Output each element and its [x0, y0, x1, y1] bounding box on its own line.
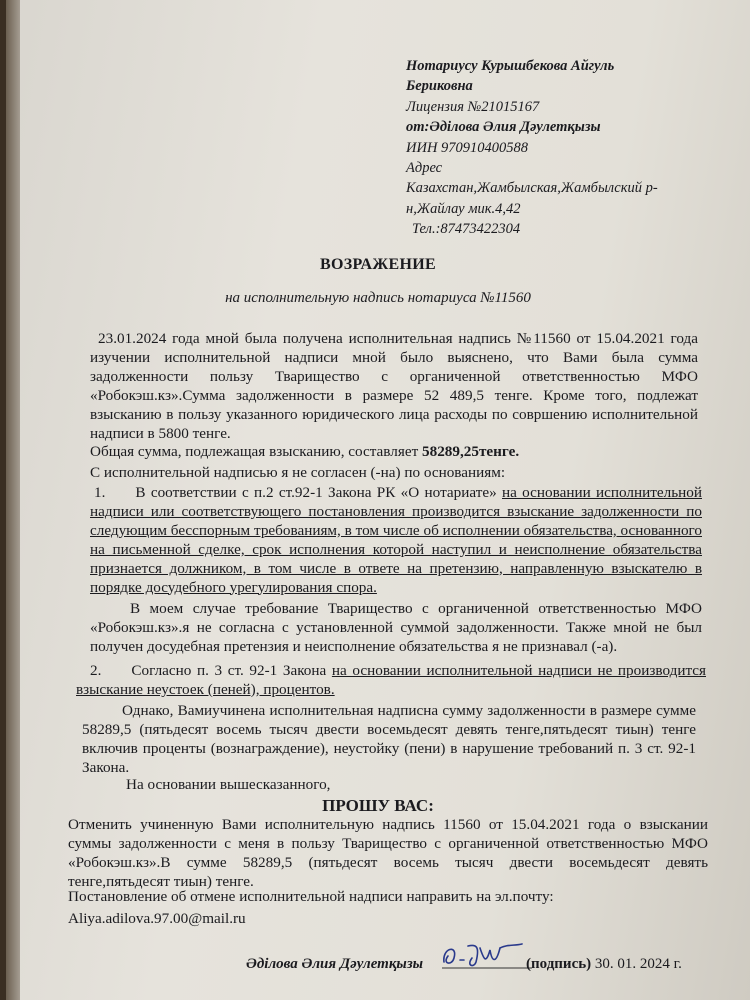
signature-label: (подпись)	[526, 956, 592, 972]
point-1-law-quote: на основании исполнительной надписи или соответствующего постановления производится взыскание задолженности по следующим бесспорным требованиям, в том числе об исполнении обязательства, основанного на письменной сделке, срок исполнения которой наступил и неисполнение обязательства признается должником, в том числе в ответе на претензию, направленную взыскателю в порядке досудебного урегулирования спора.	[90, 484, 702, 596]
document-subtitle: на исполнительную надпись нотариуса №11560	[225, 290, 531, 306]
basis-line: На основании вышесказанного,	[126, 776, 331, 793]
document-title: ВОЗРАЖЕНИЕ	[320, 256, 436, 273]
point-1-explanation: В моем случае требование Тварищество с органиченной ответственностью МФО «Робокэш.кз».я не согласна с установленной суммой задолженности. Также мной не был получен досудебная претензия и неисполнение обязательства я не признавал (-а).	[90, 600, 702, 655]
email-request: Постановление об отмене исполнительной надписи направить на эл.почту:	[68, 888, 554, 905]
point-1-lead: В соответствии с п.2 ст.92-1 Закона РК «О нотариате»	[135, 484, 502, 501]
addressee-block	[406, 56, 736, 240]
intro-text: 23.01.2024 года мной была получена исполнительная надпись №11560 от 15.04.2021 года изучении исполнительной надписи мной было выяснено, что Вами была сумма задолженности пользу Тварищество с органиченной ответственностью МФО «Робокэш.кз».Сумма задолженности в размере 52 489,5 тенге. Кроме того, подлежат взысканию в пользу указанного юридического лица расходы по совршению исполнительной надписи в 5800 тенге.	[90, 330, 698, 442]
plea-title: ПРОШУ ВАС:	[322, 796, 434, 815]
address-label: Адрес	[406, 160, 443, 177]
sender-name: от:Әділова Әлия Дәулетқызы	[406, 119, 601, 136]
grounds-intro: С исполнительной надписью я не согласен (-на) по основаниям:	[90, 464, 506, 481]
point-1-number: 1.	[94, 484, 106, 501]
handwritten-signature	[436, 936, 536, 972]
address-line-1: Казахстан,Жамбылская,Жамбылский р-	[406, 180, 658, 197]
iin: ИИН 970910400588	[406, 139, 529, 156]
address-line-2: н,Жайлау мик.4,42	[406, 200, 521, 217]
point-1	[90, 484, 702, 597]
total-label: Общая сумма, подлежащая взысканию, составляет	[90, 443, 423, 461]
notary-name-cont: Бериковна	[406, 78, 473, 95]
intro-paragraph	[90, 330, 698, 462]
total-value: 58289,25тенге.	[422, 443, 520, 461]
page-edge-shadow	[6, 0, 20, 1000]
plea-text: Отменить учиненную Вами исполнительную надпись 11560 от 15.04.2021 года о взыскании суммы задолженности с меня в пользу Тварищество с органиченной ответственностью МФО «Робокэш.кз».В сумме 58289,5 (пятьдесят восемь тысяч двести восемьдесят девять тенге,пятьдесят тиын) тенге.	[68, 816, 708, 890]
point-2-explanation: Однако, Вамиучинена исполнительная надписна сумму задолженности в размере сумме 58289,5 (пятьдесят восемь тысяч двести восемьдесят девять тенге,пятьдесят тиын) тенге включив проценты (вознаграждение), неустойку (пени) в нарушение требований п. 3 ст. 92-1 Закона.	[82, 702, 696, 776]
phone: Тел.:87473422304	[412, 221, 521, 238]
signature-date: 30. 01. 2024 г.	[594, 956, 682, 972]
point-2-lead: Согласно п. 3 ст. 92-1 Закона	[131, 662, 332, 679]
signature-block	[526, 956, 682, 973]
license-number: Лицензия №21015167	[406, 98, 540, 115]
notary-name: Нотариусу Курышбекова Айгуль	[406, 58, 615, 74]
signer-name: Әділова Әлия Дәулетқызы	[246, 956, 424, 972]
point-2-number: 2.	[90, 662, 102, 679]
document-page	[6, 0, 750, 1000]
point-2-law-quote: на основании исполнительной надписи не производится взыскание неустоек (пеней), процентов.	[76, 662, 706, 698]
point-2	[76, 662, 706, 700]
email-address: Aliya.adilova.97.00@mail.ru	[68, 910, 246, 927]
